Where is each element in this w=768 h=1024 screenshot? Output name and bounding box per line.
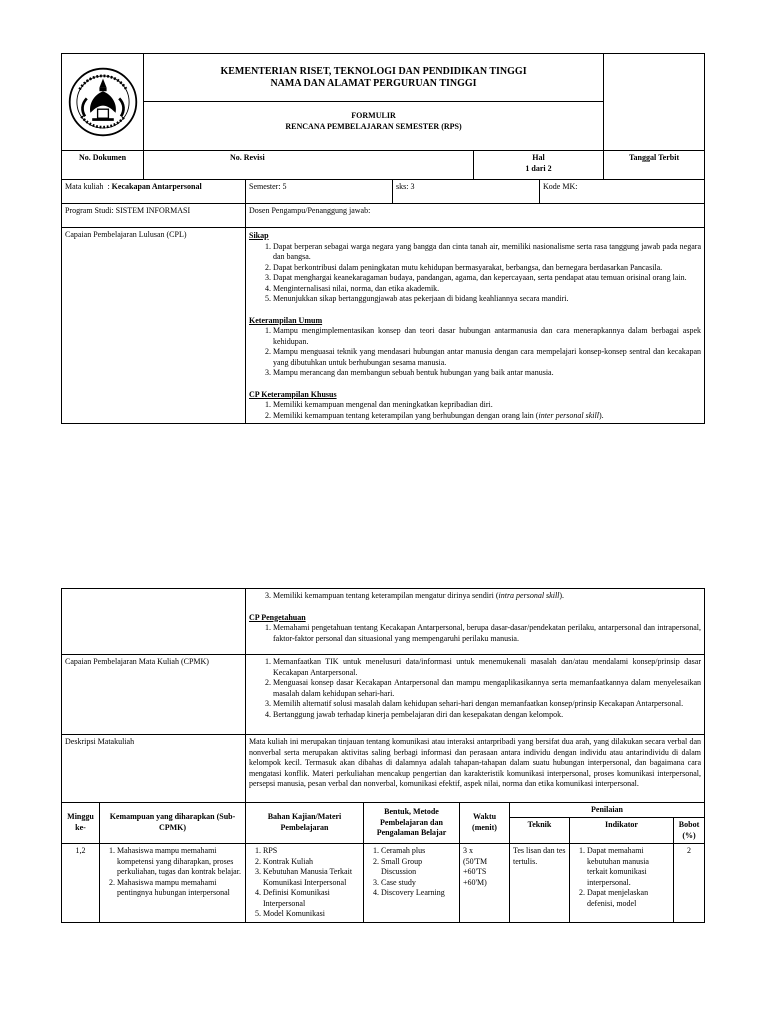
semester: Semester: 5 <box>246 180 393 204</box>
list-item: 3. Memiliki kemampuan tentang keterampilan mengatur dirinya sendiri (intra personal skill). <box>273 591 701 602</box>
form-title: RENCANA PEMBELAJARAN SEMESTER (RPS) <box>285 121 462 131</box>
list-item: 1. RPS <box>263 846 360 857</box>
keterampilan-umum-title: Keterampilan Umum <box>249 315 323 325</box>
cp-pengetahuan-title: CP Pengetahuan <box>249 612 306 622</box>
list-item: 2. Dapat menjelaskan defenisi, model <box>587 888 670 909</box>
keterampilan-khusus-title: CP Keterampilan Khusus <box>249 389 337 399</box>
list-item: 1. Dapat berperan sebagai warga negara yang bangga dan cinta tanah air, memiliki nasionalisme serta rasa tanggung jawab pada negara dan bangsa. <box>273 242 701 263</box>
keterampilan-khusus-list <box>249 400 701 421</box>
keterampilan-khusus-list-continued <box>249 591 701 602</box>
col-teknik: Teknik <box>510 818 570 844</box>
col-indikator: Indikator <box>570 818 674 844</box>
bobot-value: 2 <box>674 844 705 923</box>
list-item: 2. Small Group Discussion <box>381 857 456 878</box>
institution-title: NAMA DAN ALAMAT PERGURUAN TINGGI <box>270 78 477 89</box>
list-item: 5. Model Komunikasi <box>263 909 360 920</box>
logo-cell <box>62 54 144 151</box>
rev-no-label: No. Revisi <box>144 151 474 180</box>
deskripsi-label: Deskripsi Matakuliah <box>62 735 246 803</box>
header-title-cell <box>144 54 604 151</box>
col-bahan: Bahan Kajian/Materi Pembelajaran <box>246 802 364 844</box>
university-logo-icon <box>67 66 139 138</box>
sks: sks: 3 <box>393 180 540 204</box>
list-item: 1. Memanfaatkan TIK untuk menelusuri data/informasi untuk menemukenali masalah dan/atau mendalami konsep/prinsip dasar Kecakapan Antarpersonal. <box>273 657 701 678</box>
list-item: 2. Dapat berkontribusi dalam peningkatan mutu kehidupan bermasyarakat, berbangsa, dan bernegara berdasarkan Pancasila. <box>273 263 701 274</box>
dosen-pengampu: Dosen Pengampu/Penanggung jawab: <box>246 204 705 228</box>
cpl-continued-label-cell <box>62 589 246 655</box>
rps-page-2 <box>61 588 704 923</box>
list-item: 3. Memilih alternatif solusi masalah dalam kehidupan sehari-hari dengan memanfaatkan konsep/prinsip Kecakapan Antarpersonal. <box>273 699 701 710</box>
course-table <box>61 179 705 424</box>
list-item: 2. Memiliki kemampuan tentang keterampilan yang berhubungan dengan orang lain (inter personal skill). <box>273 411 701 422</box>
cpmk-content <box>246 655 705 735</box>
kode-mk: Kode MK: <box>540 180 705 204</box>
list-item: 3. Case study <box>381 878 456 889</box>
list-item: 1. Dapat memahami kebutuhan manusia terkait komunikasi interpersonal. <box>587 846 670 888</box>
course-name: Kecakapan Antarpersonal <box>111 182 202 191</box>
list-item: 1. Memiliki kemampuan mengenal dan meningkatkan kepribadian diri. <box>273 400 701 411</box>
list-item: 2. Menguasai konsep dasar Kecakapan Antarpersonal dan mampu mengaplikasikannya serta memanfaatkannya dalam menyelesaikan masalah dalam kehidupan sehari-hari. <box>273 678 701 699</box>
list-item: 4. Menginternalisasi nilai, norma, dan etika akademik. <box>273 284 701 295</box>
cpmk-label: Capaian Pembelajaran Mata Kuliah (CPMK) <box>62 655 246 735</box>
cpmk-list <box>249 657 701 720</box>
list-item: 4. Discovery Learning <box>381 888 456 899</box>
col-waktu: Waktu (menit) <box>460 802 510 844</box>
course-name-cell: Mata kuliah : Kecakapan Antarpersonal <box>62 180 246 204</box>
list-item: 4. Definisi Komunikasi Interpersonal <box>263 888 360 909</box>
program-studi: Program Studi: SISTEM INFORMASI <box>62 204 246 228</box>
list-item: 1. Mampu mengimplementasikan konsep dan teori dasar hubungan antarmanusia dan cara menerapkannya dalam berbagai aspek kehidupan. <box>273 326 701 347</box>
cp-pengetahuan-list <box>249 623 701 644</box>
deskripsi-text: Mata kuliah ini merupakan tinjauan tentang komunikasi atau interaksi antarpribadi yang bersifat dua arah, yang dilakukan secara verbal dan nonverbal serta merupakan aktivitas saling berbagi informasi dan perasaan antara individu dengan individu atau antarindividu di dalam kelompok kecil. Termasuk akan dibahas di dalamnya adalah tahapan-tahapan dalam suatu hubungan interpersonal, dan bagaimana cara mengatasi konflik. Materi perkuliahan mencakup pengertian dan karakteristik komunikasi interpersonal, proses komunikasi interpersonal, persepsi manusia, pesan verbal dan nonverbal, komunikasi efektif, aspek nilai, norma dan etika komunikasi interpersonal. <box>249 737 701 788</box>
list-item: 5. Menunjukkan sikap bertanggungjawab atas pekerjaan di bidang keahliannya secara mandiri. <box>273 294 701 305</box>
schedule-table <box>61 802 705 923</box>
cpl-content <box>246 228 705 424</box>
indikator-cell <box>570 844 674 923</box>
hal-value: 1 dari 2 <box>525 163 552 173</box>
kemampuan-cell <box>100 844 246 923</box>
list-item: 2. Mampu menguasai teknik yang mendasari hubungan antar manusia dengan cara mempelajari konsep-konsep sentral dan kecakapan yang dibutuhkan untuk berhubungan sesama manusia. <box>273 347 701 368</box>
bahan-cell <box>246 844 364 923</box>
cpl-continued-content <box>246 589 705 655</box>
col-kemampuan: Kemampuan yang diharapkan (Sub- CPMK) <box>100 802 246 844</box>
header-empty-cell <box>604 54 705 151</box>
list-item: 2. Kontrak Kuliah <box>263 857 360 868</box>
list-item: 4. Bertanggung jawab terhadap kinerja pembelajaran diri dan kesepakatan dengan kelompok. <box>273 710 701 721</box>
sikap-list <box>249 242 701 305</box>
teknik-cell: Tes lisan dan tes tertulis. <box>510 844 570 923</box>
list-item: 3. Mampu merancang dan membangun sebuah bentuk hubungan yang baik antar manusia. <box>273 368 701 379</box>
date-label: Tanggal Terbit <box>604 151 705 180</box>
list-item: 2. Mahasiswa mampu memahami pentingnya hubungan interpersonal <box>117 878 242 899</box>
col-bobot: Bobot (%) <box>674 818 705 844</box>
hal-label: Hal <box>532 153 545 162</box>
sikap-title: Sikap <box>249 231 269 240</box>
header-table <box>61 53 705 180</box>
cpl-continued-table <box>61 588 705 803</box>
cpl-label: Capaian Pembelajaran Lulusan (CPL) <box>62 228 246 424</box>
list-item: 1. Ceramah plus <box>381 846 456 857</box>
bentuk-cell <box>364 844 460 923</box>
list-item: 3. Dapat menghargai keanekaragaman budaya, pandangan, agama, dan kepercayaan, serta pendapat atau temuan orisinal orang lain. <box>273 273 701 284</box>
deskripsi-content <box>246 735 705 803</box>
list-item: 3. Kebutuhan Manusia Terkait Komunikasi Interpersonal <box>263 867 360 888</box>
form-label: FORMULIR <box>351 111 396 120</box>
minggu-value: 1,2 <box>62 844 100 923</box>
rps-page-1 <box>61 53 704 424</box>
table-row <box>62 844 705 923</box>
col-bentuk: Bentuk, Metode Pembelajaran dan Pengalaman Belajar <box>364 802 460 844</box>
doc-no-label: No. Dokumen <box>62 151 144 180</box>
list-item: 1. Mahasiswa mampu memahami kompetensi yang diharapkan, proses perkuliahan, tugas dan kontrak belajar. <box>117 846 242 878</box>
col-penilaian: Penilaian <box>510 802 705 818</box>
col-minggu: Minggu ke- <box>62 802 100 844</box>
waktu-cell: 3 x (50'TM +60'TS +60'M) <box>460 844 510 923</box>
list-item: 1. Memahami pengetahuan tentang Kecakapan Antarpersonal, berupa dasar-dasar/pendekatan perilaku, antarpersonal dan intrapersonal, faktor-faktor personal dan situasional yang mempengaruhi perilaku manusia. <box>273 623 701 644</box>
ministry-title: KEMENTERIAN RISET, TEKNOLOGI DAN PENDIDIKAN TINGGI <box>220 66 527 77</box>
keterampilan-umum-list <box>249 326 701 379</box>
hal-cell <box>474 151 604 180</box>
